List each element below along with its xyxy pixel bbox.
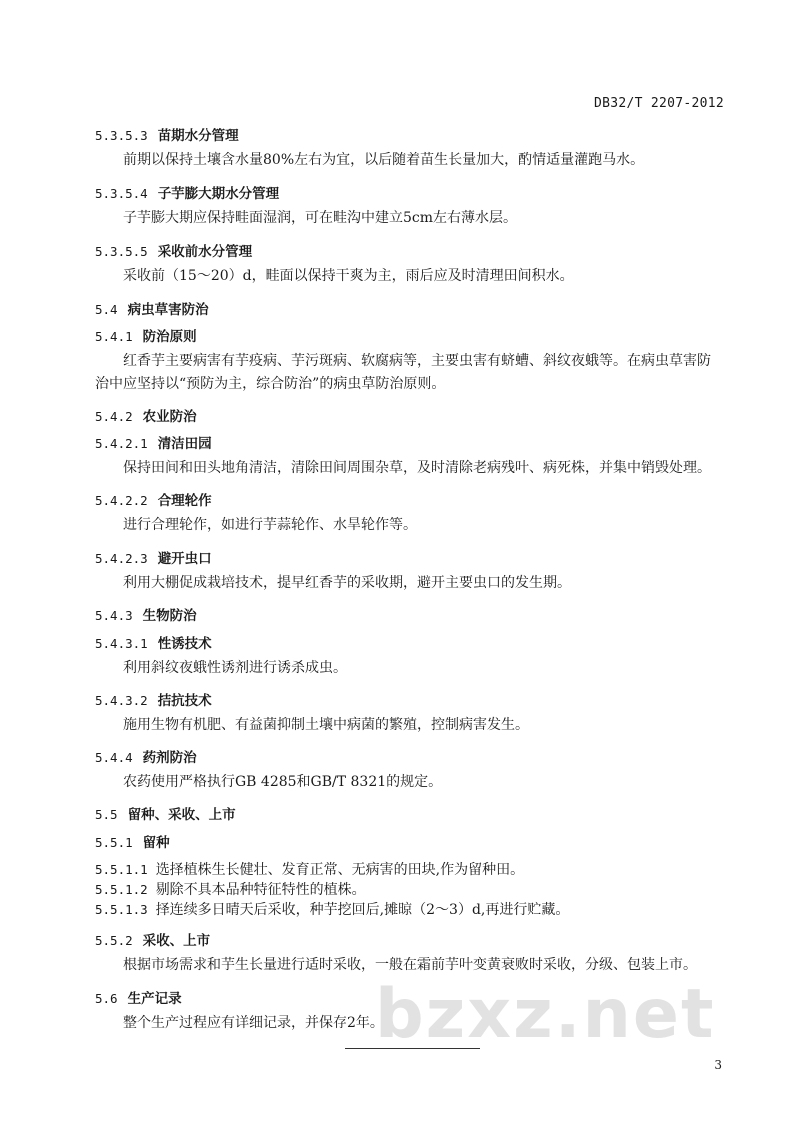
section-title: 采收、上市	[142, 933, 211, 949]
section-number: 5.5.1	[95, 835, 133, 850]
section-title: 清洁田园	[157, 436, 212, 452]
section-heading-5-4	[95, 298, 209, 318]
section-heading-5-4-1	[95, 325, 197, 345]
section-number: 5.4.2.2	[95, 493, 148, 508]
item-number: 5.5.1.1	[95, 862, 148, 877]
section-text-5-3-5-4: 子芋膨大期应保持畦面湿润，可在畦沟中建立5cm左右薄水层。	[123, 210, 518, 226]
section-number: 5.3.5.5	[95, 244, 148, 259]
section-heading-5-3-5-3	[95, 124, 239, 144]
section-number: 5.4	[95, 302, 118, 317]
section-number: 5.3.5.3	[95, 128, 148, 143]
section-title: 拮抗技术	[157, 693, 212, 709]
section-title: 生产记录	[127, 991, 182, 1007]
section-number: 5.4.2.1	[95, 436, 148, 451]
section-number: 5.4.2.3	[95, 551, 148, 566]
section-heading-5-4-2-3	[95, 547, 212, 567]
section-heading-5-4-3	[95, 604, 197, 624]
section-heading-5-5-1	[95, 831, 170, 851]
section-text-5-4-2-3: 利用大棚促成栽培技术，提早红香芋的采收期，避开主要虫口的发生期。	[123, 575, 571, 591]
section-number: 5.4.2	[95, 409, 133, 424]
item-text: 选择植株生长健壮、发育正常、无病害的田块,作为留种田。	[155, 862, 525, 878]
item-text: 择连续多日晴天后采收，种芋挖回后,摊晾（2～3）d,再进行贮藏。	[155, 902, 570, 918]
section-number: 5.4.3	[95, 608, 133, 623]
section-text-5-5-2: 根据市场需求和芋生长量进行适时采收，一般在霜前芋叶变黄衰败时采收，分级、包装上市。	[123, 957, 697, 973]
section-text-5-4-4: 农药使用严格执行GB 4285和GB/T 8321的规定。	[123, 774, 443, 790]
section-heading-5-4-2-1	[95, 432, 212, 452]
section-title: 子芋膨大期水分管理	[157, 186, 280, 202]
list-item	[95, 879, 366, 899]
section-title: 采收前水分管理	[157, 244, 253, 260]
section-text-5-3-5-5: 采收前（15～20）d，畦面以保持干爽为主，雨后应及时清理田间积水。	[123, 268, 574, 284]
section-number: 5.6	[95, 991, 118, 1006]
section-title: 防治原则	[142, 329, 197, 345]
item-number: 5.5.1.2	[95, 882, 148, 897]
section-heading-5-3-5-4	[95, 182, 279, 202]
section-heading-5-4-2-2	[95, 489, 212, 509]
section-title: 性诱技术	[157, 636, 212, 652]
section-title: 留种	[142, 835, 170, 851]
section-text-5-4-2-2: 进行合理轮作，如进行芋蒜轮作、水旱轮作等。	[123, 517, 417, 533]
section-heading-5-4-2	[95, 405, 197, 425]
list-item	[95, 859, 524, 879]
section-title: 合理轮作	[157, 493, 212, 509]
section-text-5-4-3-2: 施用生物有机肥、有益菌抑制土壤中病菌的繁殖，控制病害发生。	[123, 717, 529, 733]
section-number: 5.4.3.2	[95, 693, 148, 708]
watermark: bzxz.net	[375, 975, 716, 1054]
section-heading-5-4-4	[95, 746, 197, 766]
section-heading-5-5	[95, 803, 236, 823]
section-title: 留种、采收、上市	[127, 807, 236, 823]
section-title: 农业防治	[142, 409, 197, 425]
section-text-5-6: 整个生产过程应有详细记录，并保存2年。	[123, 1015, 384, 1031]
section-text-5-3-5-3: 前期以保持土壤含水量80%左右为宜，以后随着苗生长量加大，酌情适量灌跑马水。	[123, 152, 645, 168]
section-title: 避开虫口	[157, 551, 212, 567]
section-heading-5-6	[95, 987, 182, 1007]
section-title: 病虫草害防治	[127, 302, 209, 318]
section-number: 5.4.1	[95, 329, 133, 344]
item-number: 5.5.1.3	[95, 902, 148, 917]
page-number: 3	[714, 1058, 722, 1072]
section-text-5-4-2-1: 保持田间和田头地角清洁，清除田间周围杂草，及时清除老病残叶、病死株，并集中销毁处理。	[123, 460, 711, 476]
section-heading-5-3-5-5	[95, 240, 252, 260]
section-title: 苗期水分管理	[157, 128, 239, 144]
end-rule	[345, 1048, 480, 1049]
section-title: 药剂防治	[142, 750, 197, 766]
list-item	[95, 899, 569, 919]
section-heading-5-5-2	[95, 929, 210, 949]
section-text-5-4-1: 红香芋主要病害有芋疫病、芋污斑病、软腐病等，主要虫害有蛴螬、斜纹夜蛾等。在病虫草害防治中应坚持以“预防为主，综合防治”的病虫草防治原则。	[95, 353, 711, 392]
section-number: 5.5	[95, 807, 118, 822]
section-heading-5-4-3-1	[95, 632, 212, 652]
section-number: 5.3.5.4	[95, 186, 148, 201]
section-text-5-4-3-1: 利用斜纹夜蛾性诱剂进行诱杀成虫。	[123, 660, 347, 676]
section-title: 生物防治	[142, 608, 197, 624]
section-number: 5.4.3.1	[95, 636, 148, 651]
item-text: 剔除不具本品种特征特性的植株。	[155, 882, 366, 898]
section-number: 5.5.2	[95, 933, 133, 948]
section-heading-5-4-3-2	[95, 689, 212, 709]
section-number: 5.4.4	[95, 750, 133, 765]
document-code: DB32/T 2207-2012	[593, 96, 724, 111]
